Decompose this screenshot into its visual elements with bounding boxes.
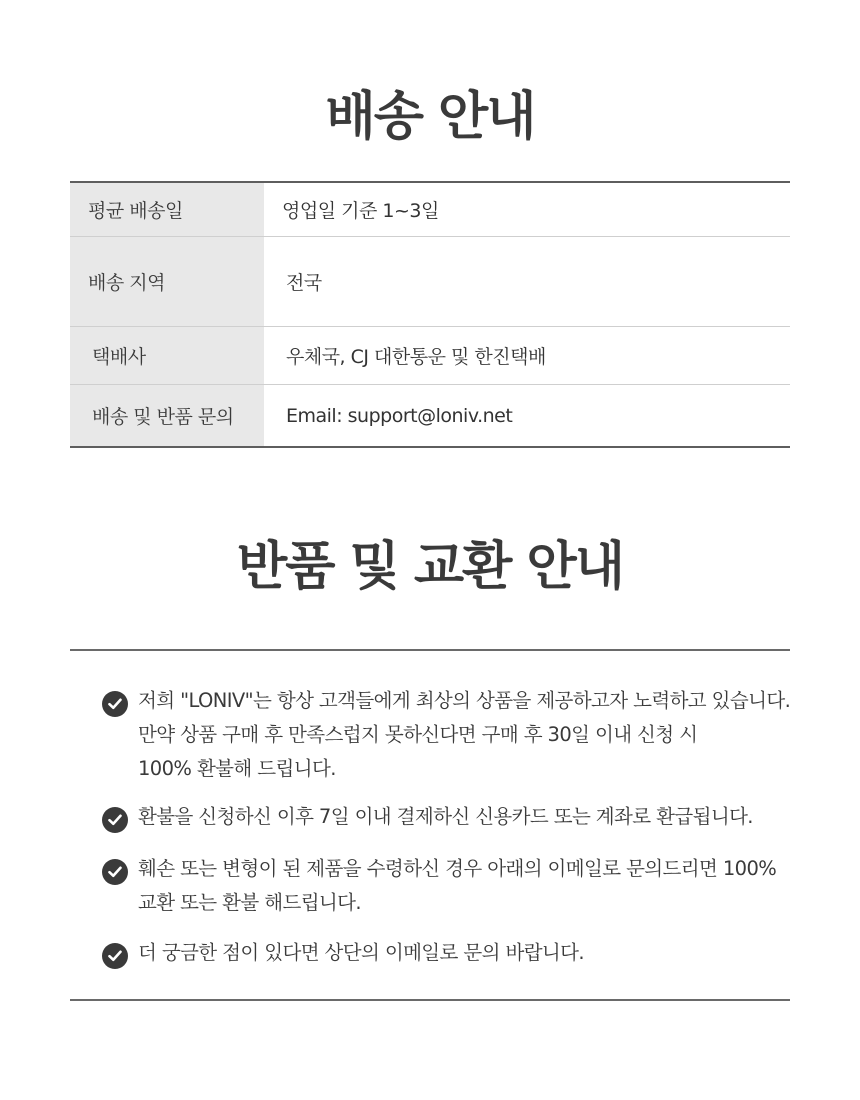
table-row-courier: [70, 327, 790, 385]
notice-text: 훼손 또는 변형이 된 제품을 수령하신 경우 아래의 이메일로 문의드리면 100% 교환 또는 환불 해드립니다.: [138, 857, 777, 914]
support-email-link[interactable]: Email: support@loniv.net: [286, 404, 513, 427]
list-item: [102, 684, 802, 800]
check-circle-icon: [102, 859, 128, 885]
check-circle-icon: [102, 691, 128, 717]
shipping-info-table: [70, 181, 790, 448]
shipping-title: 배송 안내: [325, 87, 535, 147]
table-row-delivery-time: [70, 183, 790, 237]
table-row-delivery-area: [70, 237, 790, 327]
row-value: 영업일 기준 1~3일: [282, 200, 439, 222]
notice-text: 저희 "LONIV"는 항상 고객들에게 최상의 상품을 제공하고자 노력하고 있습니다. 만약 상품 구매 후 만족스럽지 못하신다면 구매 후 30일 이내 신청 시 100% 환불해 드립니다.: [138, 689, 791, 780]
notice-text: 환불을 신청하신 이후 7일 이내 결제하신 신용카드 또는 계좌로 환급됩니다.: [138, 805, 753, 828]
check-circle-icon: [102, 943, 128, 969]
returns-notice-list: [102, 684, 802, 976]
divider: [70, 649, 790, 651]
row-label: 택배사: [70, 327, 264, 384]
divider: [70, 999, 790, 1001]
row-label: 배송 및 반품 문의: [70, 385, 264, 446]
row-value: 전국: [286, 272, 322, 294]
row-label: 평균 배송일: [70, 183, 264, 236]
row-value: 우체국, CJ 대한통운 및 한진택배: [286, 346, 546, 368]
row-label: 배송 지역: [70, 237, 264, 326]
table-row-inquiry: [70, 385, 790, 446]
list-item: [102, 936, 802, 976]
check-circle-icon: [102, 807, 128, 833]
list-item: [102, 800, 802, 852]
returns-title: 반품 및 교환 안내: [237, 537, 623, 597]
notice-text: 더 궁금한 점이 있다면 상단의 이메일로 문의 바랍니다.: [138, 941, 585, 964]
list-item: [102, 852, 802, 936]
